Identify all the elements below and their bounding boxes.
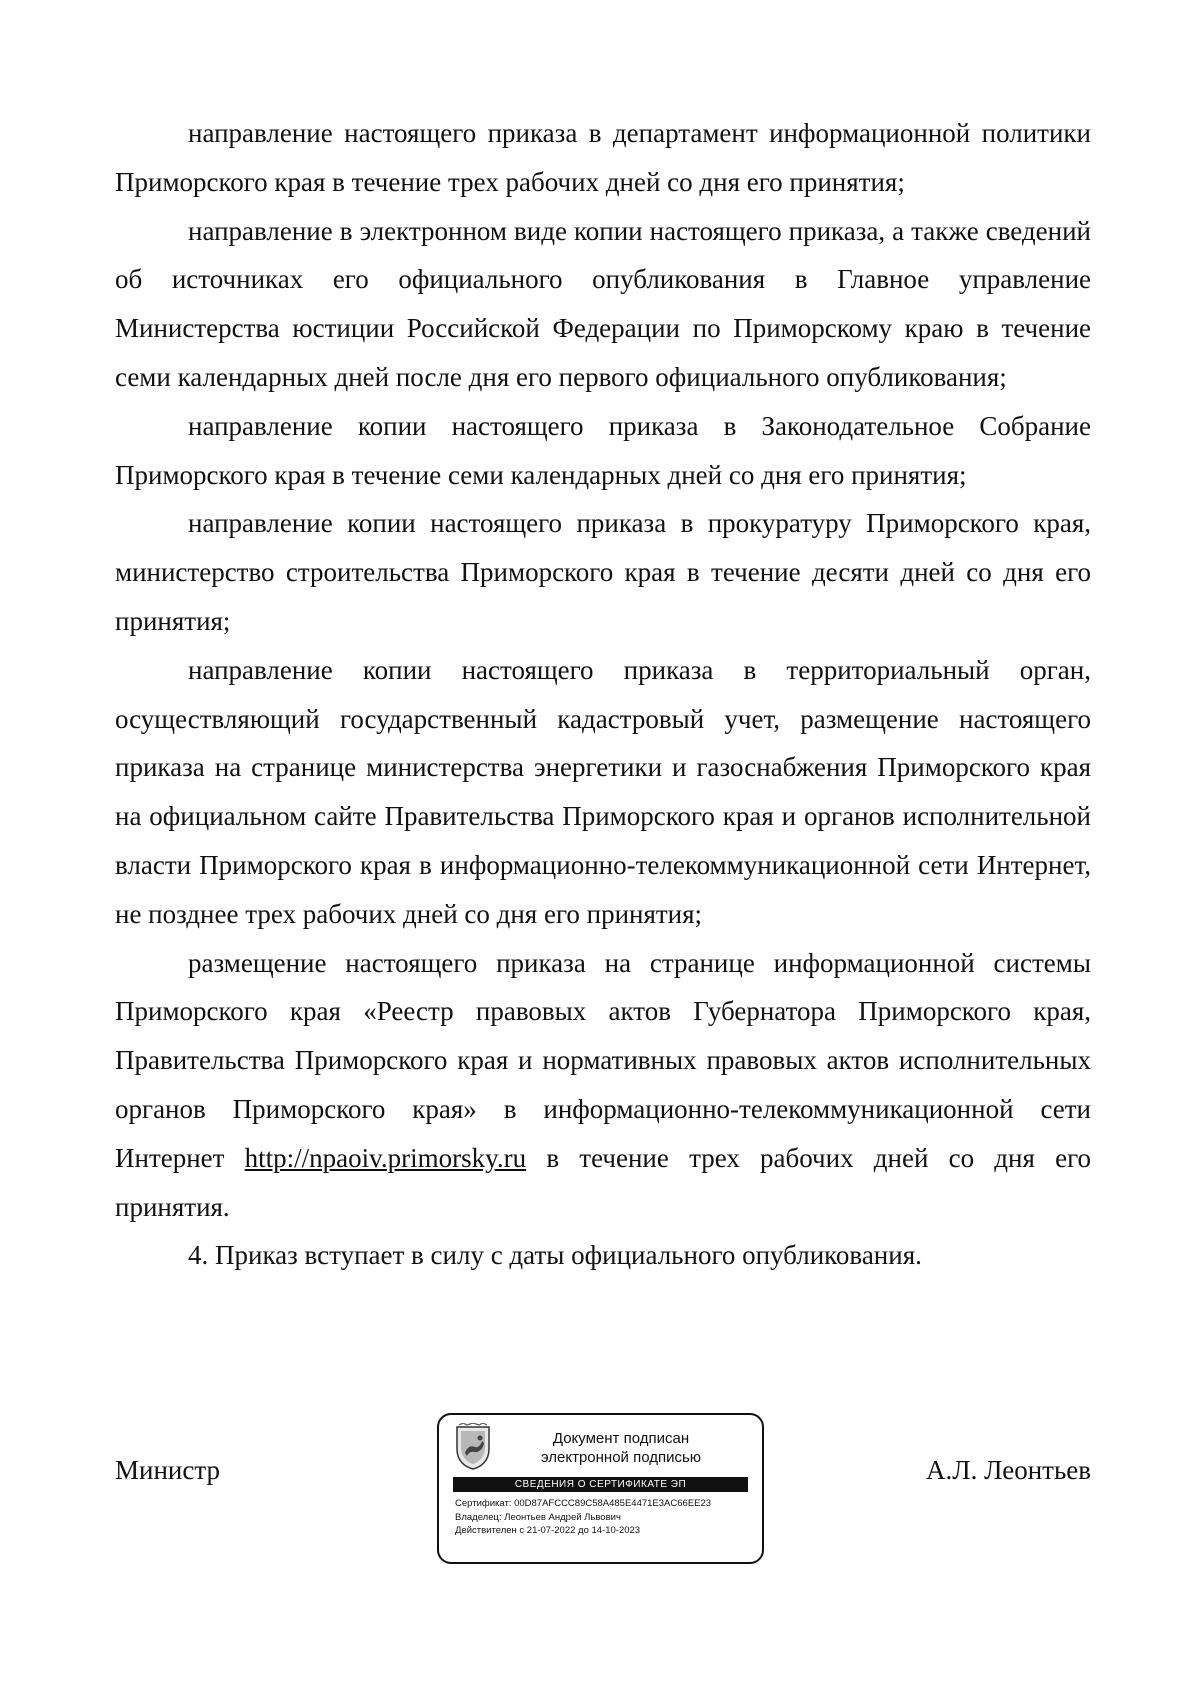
document-body [115, 109, 1091, 1280]
coat-of-arms-icon [453, 1423, 493, 1471]
certificate-info-bar: СВЕДЕНИЯ О СЕРТИФИКАТЕ ЭП [453, 1477, 748, 1492]
registry-link[interactable]: http://npaoiv.primorsky.ru [244, 1142, 527, 1173]
paragraph: направление копии настоящего приказа в территориальный орган, осуществляющий государственный кадастровый учет, размещение настоящего приказа на странице министерства энергетики и газоснабжения Приморского края на официальном сайте Правительства Приморского края и органов исполнительной власти Приморского края в информационно-телекоммуникационной сети Интернет, не позднее трех рабочих дней со дня его принятия; [115, 654, 1091, 929]
paragraph: направление копии настоящего приказа в Законодательное Собрание Приморского края в течение семи календарных дней со дня его принятия; [115, 410, 1091, 490]
electronic-signature-stamp [437, 1413, 764, 1564]
stamp-title-line: электронной подписью [540, 1449, 702, 1466]
signature-block [115, 1413, 1091, 1573]
stamp-title [501, 1429, 741, 1467]
signer-position: Министр [115, 1455, 220, 1485]
certificate-validity: Действителен с 21-07-2022 до 14-10-2023 [455, 1525, 641, 1536]
paragraph-text: в течение трех рабочих дней со дня его принятия. [115, 1142, 1091, 1222]
paragraph: направление копии настоящего приказа в прокуратуру Приморского края, министерство строительства Приморского края в течение десяти дней со дня его принятия; [115, 508, 1091, 636]
certificate-number: Сертификат: 00D87AFCCC89C58A485E4471E3AC66EE23 [455, 1498, 712, 1509]
paragraph-with-link [115, 939, 1091, 1232]
paragraph: направление в электронном виде копии настоящего приказа, а также сведений об источниках его официального опубликования в Главное управление Министерства юстиции Российской Федерации по Приморскому краю в течение семи календарных дней после дня его первого официального опубликования; [115, 215, 1091, 392]
certificate-owner: Владелец: Леонтьев Андрей Львович [455, 1511, 621, 1523]
paragraph-text: размещение настоящего приказа на странице информационной системы Приморского края «Реестр правовых актов Губернатора Приморского края, Правительства Приморского края и нормативных правовых актов исполнительных органов Приморского края» в информационно-телекоммуникационной сети Интернет [115, 947, 1091, 1173]
paragraph: 4. Приказ вступает в силу с даты официального опубликования. [188, 1240, 922, 1271]
paragraph: направление настоящего приказа в департамент информационной политики Приморского края в течение трех рабочих дней со дня его принятия; [115, 118, 1091, 197]
signer-name: А.Л. Леонтьев [926, 1455, 1091, 1485]
stamp-title-line: Документ подписан [552, 1430, 690, 1447]
certificate-details [455, 1497, 711, 1538]
